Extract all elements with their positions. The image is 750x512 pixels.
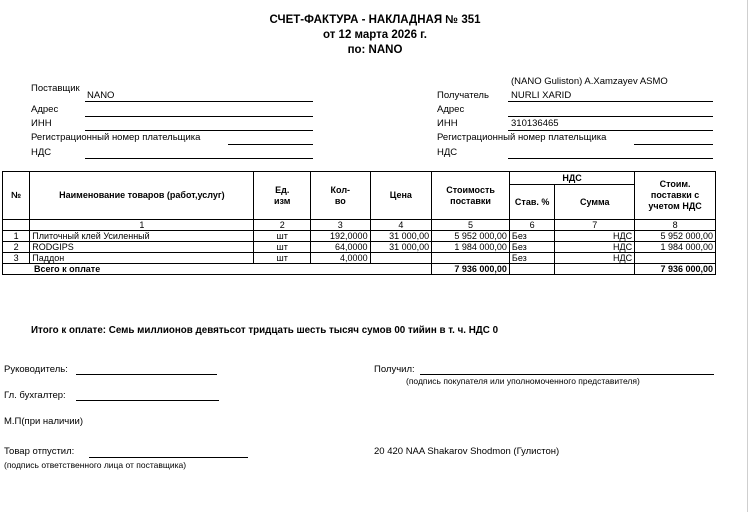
invoice-title: СЧЕТ-ФАКТУРА - НАКЛАДНАЯ № 351	[269, 14, 481, 26]
row-vat-rate: Без	[509, 253, 554, 264]
table-row	[3, 253, 716, 264]
row-qty: 4,0000	[311, 253, 371, 264]
released-caption: (подпись ответственного лица от поставщика)	[4, 460, 187, 470]
released-signature-line	[89, 457, 248, 458]
received-signature-line	[420, 374, 714, 375]
row-num: 2	[3, 242, 30, 253]
receiver-inn-line	[508, 130, 713, 131]
total-label: Всего к оплате	[3, 264, 432, 275]
row-price: 31 000,00	[370, 242, 432, 253]
col-number: 5	[432, 220, 510, 231]
col-number: 7	[555, 220, 635, 231]
row-cost: 5 952 000,00	[432, 231, 510, 242]
invoice-basis: по: NANO	[347, 44, 403, 56]
head-label: Руководитель:	[4, 364, 68, 375]
total-row	[3, 264, 716, 275]
header-cost: Стоимость поставки	[432, 172, 510, 220]
col-number: 2	[254, 220, 311, 231]
accountant-label: Гл. бухгалтер:	[4, 390, 66, 401]
supplier-inn-line	[85, 130, 313, 131]
receiver-inn-label: ИНН	[437, 118, 458, 129]
supplier-name-line	[85, 101, 313, 102]
receiver-vat-label: НДС	[437, 147, 458, 158]
row-price: 31 000,00	[370, 231, 432, 242]
row-cost	[432, 253, 510, 264]
table-row	[3, 242, 716, 253]
receiver-name-line	[508, 101, 713, 102]
receiver-name-line2: NURLI XARID	[511, 90, 572, 101]
header-total: Стоим. поставки с учетом НДС	[635, 172, 716, 220]
receiver-address-line	[508, 116, 713, 117]
row-unit: шт	[254, 242, 311, 253]
header-vat: НДС	[509, 172, 634, 185]
row-cost: 1 984 000,00	[432, 242, 510, 253]
header-qty: Кол-во	[311, 172, 371, 220]
col-number: 4	[370, 220, 432, 231]
header-num: №	[3, 172, 30, 220]
supplier-name: NANO	[87, 90, 115, 101]
row-vat-sum: НДС	[555, 253, 635, 264]
row-qty: 192,0000	[311, 231, 371, 242]
supplier-reg-line	[228, 144, 313, 145]
row-vat-sum: НДС	[555, 242, 635, 253]
receiver-address-label: Адрес	[437, 104, 465, 115]
delivery-note: 20 420 NAA Shakarov Shodmon (Гулистон)	[374, 446, 560, 457]
receiver-reg-line	[634, 144, 713, 145]
row-name: RODGIPS	[30, 242, 254, 253]
supplier-vat-line	[85, 158, 313, 159]
header-unit: Ед. изм	[254, 172, 311, 220]
row-unit: шт	[254, 253, 311, 264]
supplier-inn-label: ИНН	[31, 118, 52, 129]
row-vat-rate: Без	[509, 242, 554, 253]
page-edge	[747, 0, 748, 512]
row-vat-rate: Без	[509, 231, 554, 242]
header-vat-sum: Сумма	[555, 185, 635, 220]
total-with-vat: 7 936 000,00	[635, 264, 716, 275]
receiver-vat-line	[508, 158, 713, 159]
supplier-address-label: Адрес	[31, 104, 59, 115]
row-vat-sum: НДС	[555, 231, 635, 242]
total-in-words: Итого к оплате: Семь миллионов девятьсот тридцать шесть тысяч сумов 00 тийин в т. ч. НДС 0	[31, 325, 499, 336]
table-header-row	[3, 172, 716, 185]
table-row	[3, 231, 716, 242]
column-number-row	[3, 220, 716, 231]
supplier-vat-label: НДС	[31, 147, 52, 158]
supplier-label: Поставщик	[31, 83, 80, 94]
receiver-inn-value: 310136465	[511, 118, 559, 129]
row-total: 5 952 000,00	[635, 231, 716, 242]
col-number: 6	[509, 220, 554, 231]
total-vat-sum	[555, 264, 635, 275]
accountant-signature-line	[76, 400, 219, 401]
goods-table	[2, 171, 716, 275]
supplier-address-line	[85, 116, 313, 117]
row-total: 1 984 000,00	[635, 242, 716, 253]
row-qty: 64,0000	[311, 242, 371, 253]
receiver-reg-label: Регистрационный номер плательщика	[437, 132, 607, 143]
released-label: Товар отпустил:	[4, 446, 75, 457]
received-label: Получил:	[374, 364, 415, 375]
header-name: Наименование товаров (работ,услуг)	[30, 172, 254, 220]
receiver-name-line1: (NANO Guliston) A.Xamzayev ASMO	[511, 76, 668, 87]
row-total	[635, 253, 716, 264]
row-num: 3	[3, 253, 30, 264]
col-number: 1	[30, 220, 254, 231]
row-num: 1	[3, 231, 30, 242]
header-vat-rate: Став. %	[509, 185, 554, 220]
receiver-label: Получатель	[437, 90, 489, 101]
row-name: Плиточный клей Усиленный	[30, 231, 254, 242]
received-caption: (подпись покупателя или уполномоченного представителя)	[406, 376, 640, 386]
supplier-reg-label: Регистрационный номер плательщика	[31, 132, 201, 143]
total-vat-rate	[509, 264, 554, 275]
col-number	[3, 220, 30, 231]
row-unit: шт	[254, 231, 311, 242]
stamp-label: М.П(при наличии)	[4, 416, 84, 427]
head-signature-line	[76, 374, 217, 375]
col-number: 3	[311, 220, 371, 231]
col-number: 8	[635, 220, 716, 231]
invoice-date: от 12 марта 2026 г.	[322, 29, 427, 41]
row-name: Паддон	[30, 253, 254, 264]
header-price: Цена	[370, 172, 432, 220]
row-price	[370, 253, 432, 264]
total-cost: 7 936 000,00	[432, 264, 510, 275]
